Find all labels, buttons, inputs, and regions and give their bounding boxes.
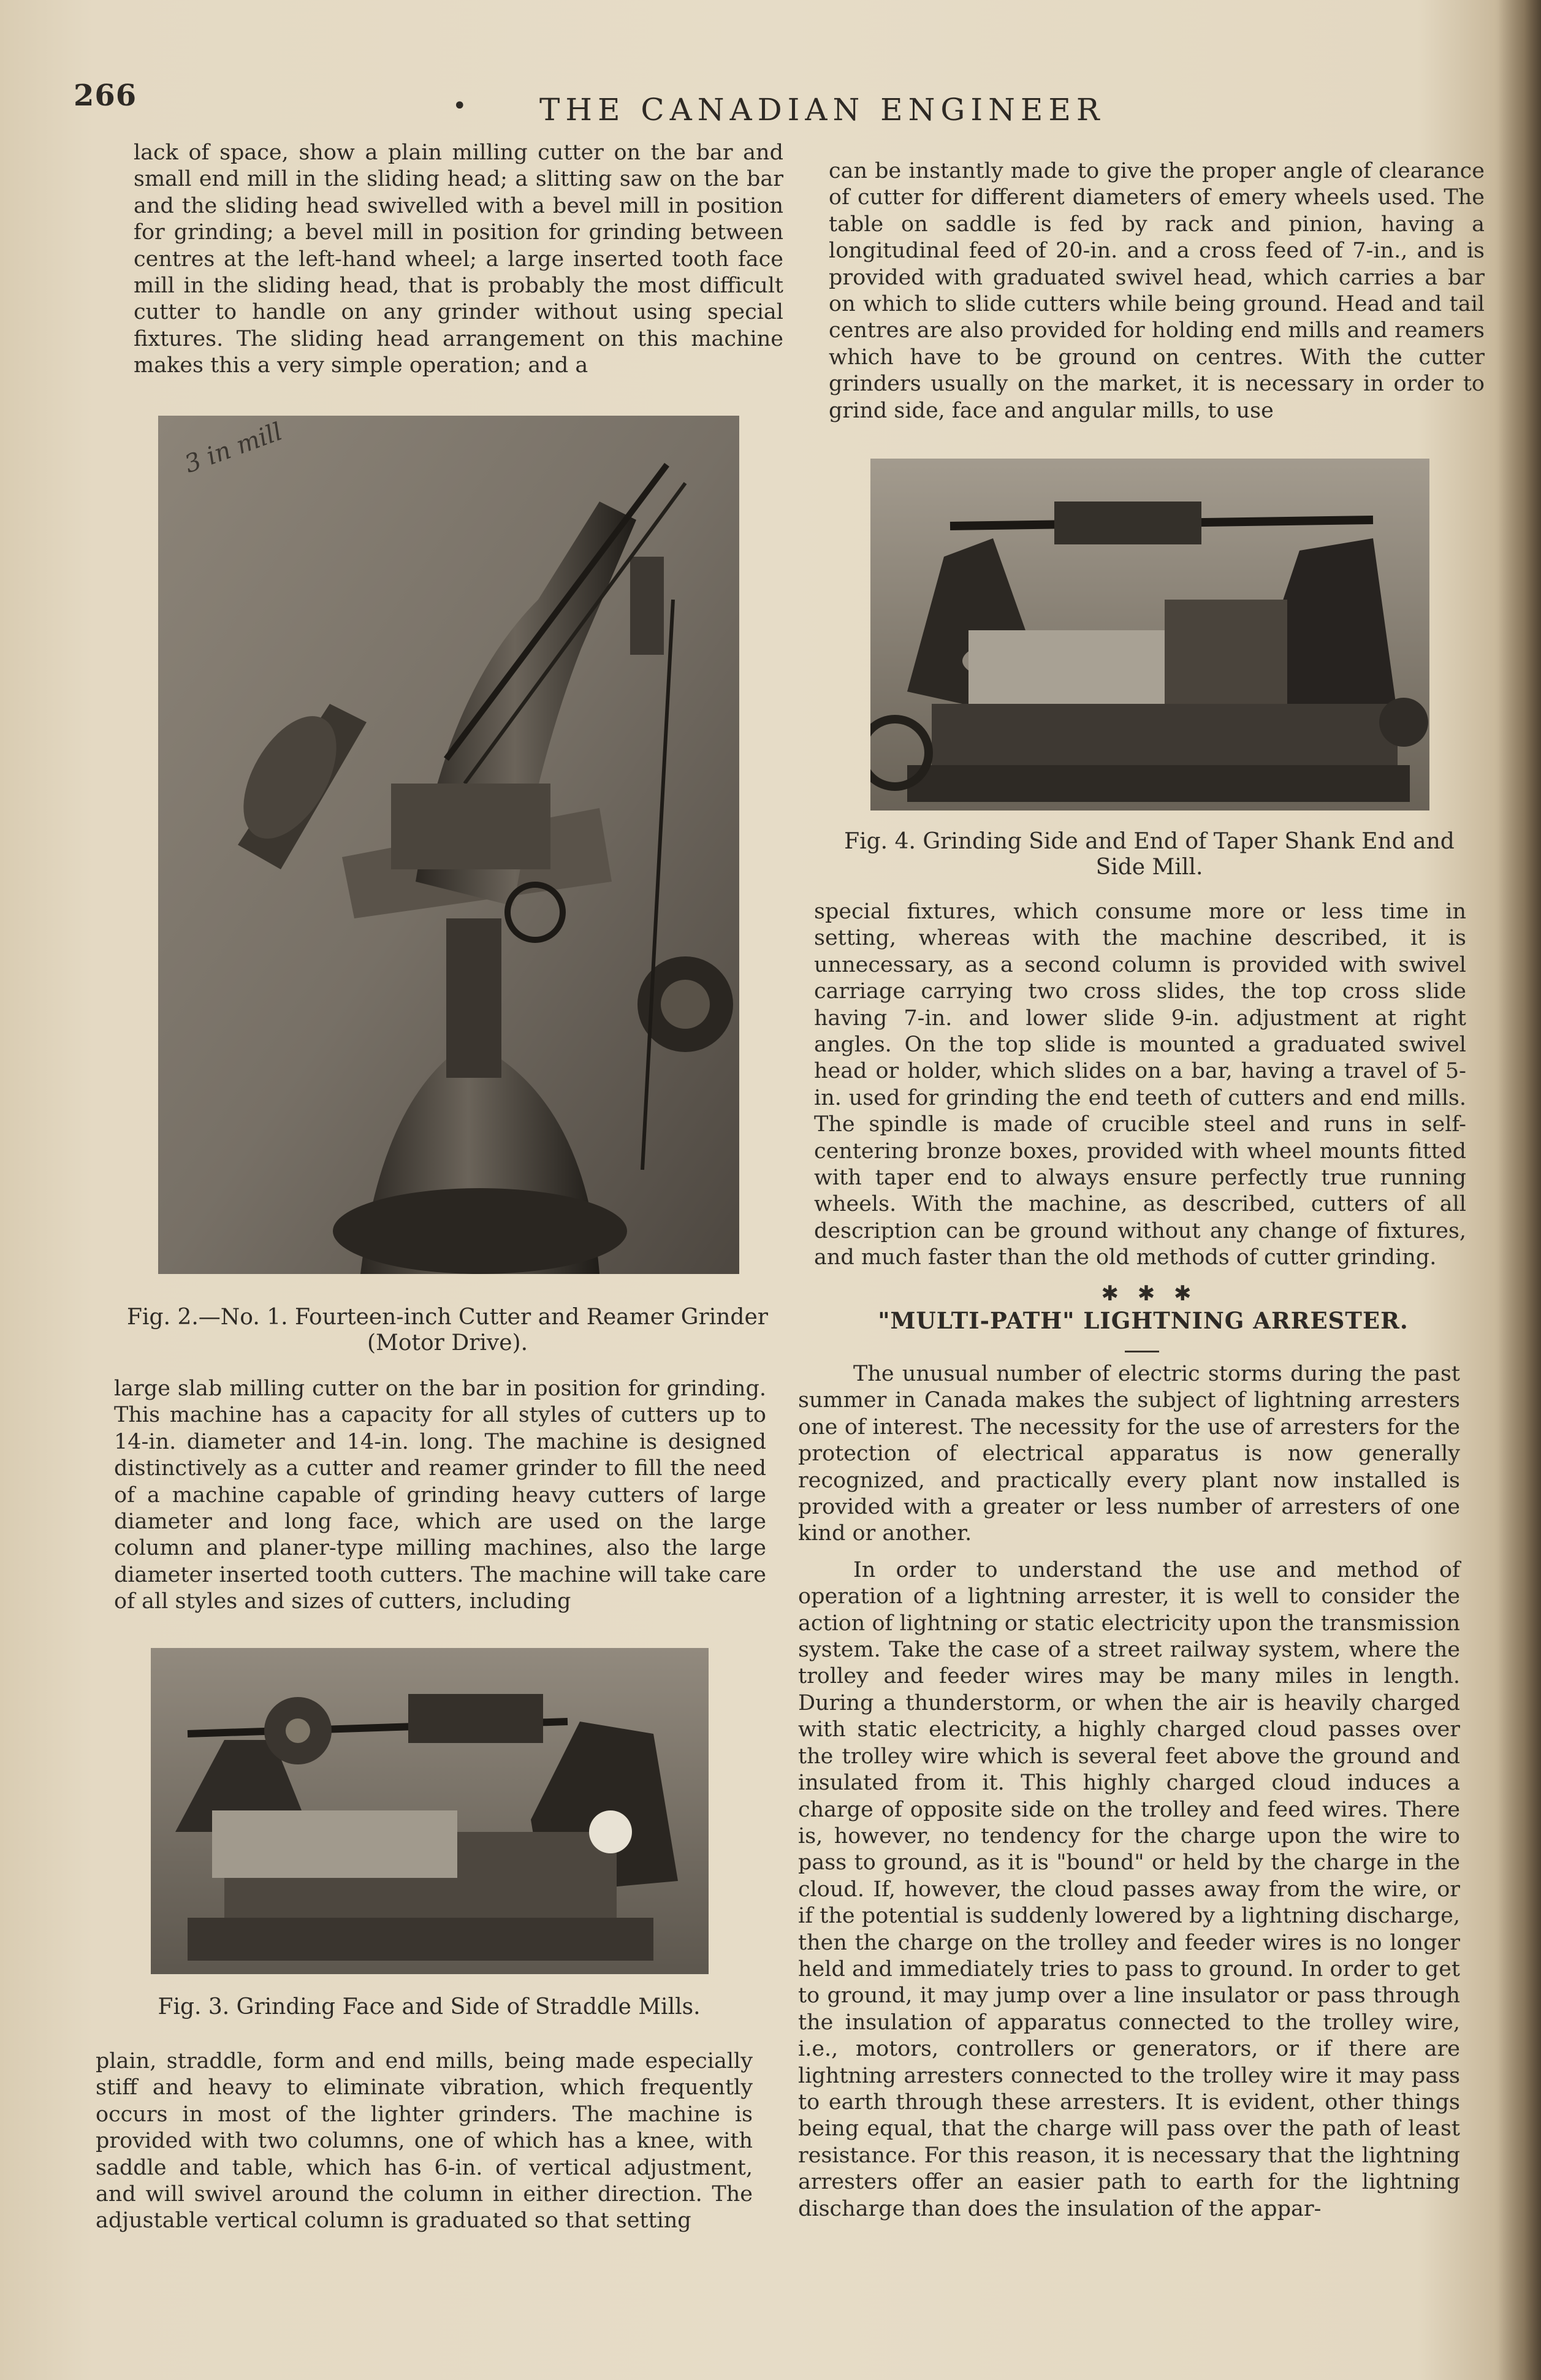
left-column-top-text bbox=[134, 140, 783, 380]
figure-2-photo bbox=[158, 416, 739, 1274]
figure-4-caption-line1: Fig. 4. Grinding Side and End of Taper Shank End and bbox=[844, 829, 1455, 854]
figure-2-caption bbox=[110, 1305, 785, 1356]
figure-3-caption bbox=[123, 1994, 736, 2020]
right-column-top-text bbox=[829, 158, 1485, 424]
figure-4-caption bbox=[809, 829, 1490, 880]
figure-2-caption-line1: Fig. 2.—No. 1. Fourteen-inch Cutter and Reamer Grinder bbox=[127, 1305, 768, 1330]
page-spine-shadow bbox=[1498, 0, 1541, 2380]
article-paragraph-1: The unusual number of electric storms during the past summer in Canada makes the subject of lightning arresters one of interest. The necessity for the use of arresters for the protection of electrical apparatus is now generally recognized, and practically every plant now installed is provided with a greater or less number of arresters of one kind or another. bbox=[798, 1362, 1460, 1546]
figure-2-caption-line2: (Motor Drive). bbox=[367, 1330, 528, 1356]
right-column-middle-text bbox=[814, 899, 1466, 1272]
journal-title: THE CANADIAN ENGINEER bbox=[539, 92, 1105, 128]
left-column-bottom-text bbox=[96, 2048, 753, 2235]
figure-3-photo bbox=[151, 1648, 709, 1974]
section-divider-stars: ✱ ✱ ✱ bbox=[1101, 1281, 1198, 1306]
figure-4-photo bbox=[870, 459, 1429, 810]
figure-3-caption-text: Fig. 3. Grinding Face and Side of Straddle Mills. bbox=[158, 1994, 701, 2020]
figure-2-image bbox=[158, 416, 739, 1274]
left-column-middle-text bbox=[114, 1376, 766, 1615]
title-rule bbox=[1125, 1351, 1159, 1352]
handwritten-note: 3 in mill bbox=[181, 418, 286, 479]
header-dot: • bbox=[452, 92, 467, 120]
left-top-paragraph: lack of space, show a plain milling cutter on the bar and small end mill in the sliding head; a slitting saw on the bar and the sliding head swivelled with a bevel mill in position for grinding; a bevel mill in position for grinding between centres at the left-hand wheel; a large inserted tooth face mill in the sliding head, that is probably the most difficult cutter to handle on any grinder without using special fixtures. The sliding head arrangement on this machine makes this a very simple operation; and a bbox=[134, 140, 783, 378]
figure-4-image bbox=[870, 459, 1429, 810]
figure-4-caption-line2: Side Mill. bbox=[1095, 855, 1203, 880]
page-number: 266 bbox=[74, 78, 137, 113]
left-middle-paragraph: large slab milling cutter on the bar in position for grinding. This machine has a capacity for all styles of cutters up to 14-in. diameter and 14-in. long. The machine is designed distinctively as a cutter and reamer grinder to fill the need of a machine capable of grinding heavy cutters of large diameter and long face, which are used on the large column and planer-type milling machines, also the large diameter inserted tooth cutters. The machine will take care of all styles and sizes of cutters, including bbox=[114, 1376, 766, 1614]
right-middle-paragraph: special fixtures, which consume more or less time in setting, whereas with the machine described, it is unnecessary, as a second column is provided with swivel carriage carrying two cross slides, the top cross slide having 7-in. and lower slide 9-in. adjustment at right angles. On the top slide is mounted a graduated swivel head or holder, which slides on a bar, having a travel of 5-in. used for grinding the end teeth of cutters and end mills. The spindle is made of crucible steel and runs in self-centering bronze boxes, provided with wheel mounts fitted with taper end to always ensure perfectly true running wheels. With the machine, as described, cutters of all description can be ground without any change of fixtures, and much faster than the old methods of cutter grinding. bbox=[814, 899, 1466, 1270]
right-top-paragraph: can be instantly made to give the proper angle of clearance of cutter for different diameters of emery wheels used. The table on saddle is fed by rack and pinion, having a longitudinal feed of 20-in. and a cross feed of 7-in., and is provided with graduated swivel head, which carries a bar on which to slide cutters while being ground. Head and tail centres are also provided for holding end mills and reamers which have to be ground on centres. With the cutter grinders usually on the market, it is necessary in order to grind side, face and angular mills, to use bbox=[829, 159, 1485, 423]
figure-3-image bbox=[151, 1648, 709, 1974]
left-bottom-paragraph: plain, straddle, form and end mills, being made especially stiff and heavy to eliminate vibration, which frequently occurs in most of the lighter grinders. The machine is provided with two columns, one of which has a knee, with saddle and table, which has 6-in. of vertical adjustment, and will swivel around the column in either direction. The adjustable vertical column is graduated so that setting bbox=[96, 2049, 753, 2233]
article-title: "MULTI-PATH" LIGHTNING ARRESTER. bbox=[878, 1307, 1409, 1334]
right-column-article-text bbox=[798, 1361, 1460, 2222]
article-paragraph-2: In order to understand the use and method of operation of a lightning arrester, it is well to consider the action of lightning or static electricity upon the transmission system. Take the case of a street railway system, where the trolley and feeder wires may be many miles in length. During a thunderstorm, or when the air is heavily charged with static electricity, a highly charged cloud passes over the trolley wire which is several feet above the ground and insulated from it. This highly charged cloud induces a charge of opposite side on the trolley and feed wires. There is, however, no tendency for the charge upon the wire to pass to ground, as it is "bound" or held by the charge in the cloud. If, however, the cloud passes away from the wire, or if the potential is suddenly lowered by a lightning discharge, then the charge on the trolley and feeder wires is no longer held and immediately tries to pass to ground. In order to get to ground, it may jump over a line insulator or pass through the insulation of apparatus connected to the trolley wire, i.e., motors, controllers or generators, or if there are lightning arresters connected to the trolley wire it may pass to earth through these arresters. It is evident, other things being equal, that the charge will pass over the path of least resistance. For this reason, it is necessary that the lightning arresters offer an easier path to earth for the lightning discharge than does the insulation of the appar- bbox=[798, 1557, 1461, 2221]
